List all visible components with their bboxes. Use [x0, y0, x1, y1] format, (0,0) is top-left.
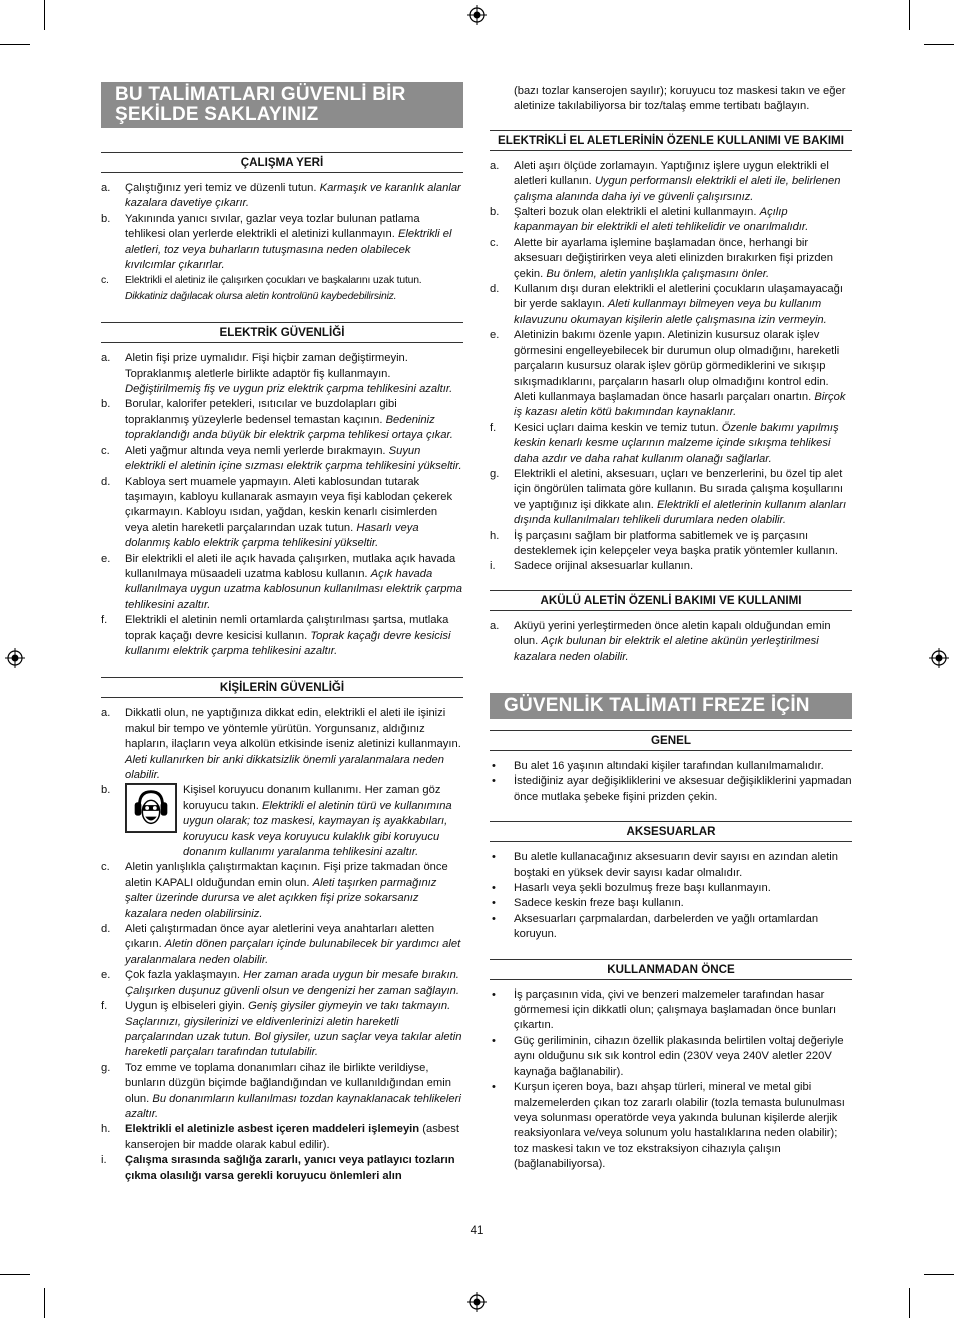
list-item: i. Çalışma sırasında sağlığa zararlı, yanıcı veya patlayıcı tozların çıkma olasılığı varsa gerekli koruyucu önlemleri alın — [101, 1154, 455, 1182]
list-item: e. Aletinizin bakımı özenle yapın. Aletinizin kusursuz olarak işlev görmesini engelleyebilecek bir durumun olup olmadığını, hareketli parçaların kusursuz olarak işlev görüp görmediklerini ve sıkışıp sıkışmadıklarını, parçaların hasarlı olup olmadığını kontrol edin. Aleti kullanmaya başlamadan önce hasarlı parçaları onartın. Birçok iş kazası aletin kötü bakımından kaynaklanır. — [490, 329, 846, 419]
bullet-item: • Aksesuarları çarpmalardan, darbelerden ve yağlı ortamlardan koruyun. — [490, 912, 852, 943]
list-item: f. Kesici uçları daima keskin ve temiz tutun. Özenle bakımı yapılmış keskin kenarlı kesme uçlarının malzeme içinde sıkışma tehlikesi daha azdır ve daha rahat kullanım olanağı sağlarlar. — [490, 421, 839, 465]
bullet-list — [490, 850, 852, 942]
bullet-item: • İstediğiniz ayar değişikliklerini ve aksesuar değişikliklerini yapmadan önce mutlaka şebeke fişini prizden çekin. — [490, 774, 852, 805]
list-item: a. Çalıştığınız yeri temiz ve düzenli tutun. Karmaşık ve karanlık alanlar kazalara davetiye çıkarır. — [101, 182, 461, 210]
section-heading-general: GENEL — [490, 730, 852, 751]
list-item: f. Uygun iş elbiseleri giyin. Geniş giysiler giymeyin ve takı takmayın. Saçlarınızı, giysilerinizi ve eldivenlerinizi aletin hareketli parçalarından uzak tutun. Bol giysiler, uzun saçlar veya takılar aletin hareketli parçaları tarafından tutulabilir. — [101, 1000, 462, 1059]
list-item: g. Elektrikli el aletini, aksesuarı, uçları ve benzerlerini, bu özel tip alet için öngörülen talimata göre kullanın. Bu sırada çalışma koşullarını ve yaptığınız işi dikkate alın. Elektrikli el aletlerinin kullanım alanları dışında kullanılmaları tehlikeli durumlara neden olabilir. — [490, 467, 847, 527]
list-item: g. Toz emme ve toplama donanımları cihaz ile birlikte verildiyse, bunların düzgün biçimde bağlandığından ve kullanıldığından emin olun. Bu donanımların kullanılması tozdan kaynaklanacak tehlikeleri azaltır. — [101, 1061, 461, 1120]
bullet-item: • Bu aletle kullanacağınız aksesuarın devir sayısı en azından aletin boştaki en yüksek devir sayısı kadar olmalıdır. — [490, 850, 852, 881]
list-item: d. Kabloya sert muamele yapmayın. Aleti kablosundan tutarak taşımayın, kabloyu kullanarak asmayın veya fişi kablodan çekerek çıkarmayın. Kabloyu ısıdan, yağdan, keskin kenarlı cisimlerden veya aletin hareketli parçalarından uzak tutun. Hasarlı veya dolanmış kablo elektrik çarpma tehlikesini yükseltir. — [101, 475, 453, 550]
list-item: e. Bir elektrikli el aleti ile açık havada çalışırken, mutlaka açık havada kullanılmaya müsaadeli uzatma kablosu kullanın. Açık havada kullanılmaya uygun uzatma kablosunun kullanılması elektrik çarpma tehlikesini azaltır. — [101, 552, 463, 611]
crop-mark — [924, 44, 954, 45]
page-number: 41 — [470, 1225, 484, 1237]
section-heading-electrical-safety: ELEKTRİK GÜVENLİĞİ — [101, 322, 463, 343]
list-item: c. Aletin yanlışlıkla çalıştırmaktan kaçının. Fişi prize takmadan önce aletin KAPALI olduğundan emin olun. Aleti taşırken parmağınız şalter üzerinde durursa ve alet açıkken fişi prize sokarsanız kazalara neden olabilirsiniz. — [101, 861, 448, 920]
section-heading-battery-tool: AKÜLÜ ALETİN ÖZENLİ BAKIMI VE KULLANIMI — [490, 590, 852, 611]
list-item: e. Çok fazla yaklaşmayın. Her zaman arada uygun bir mesafe bırakın. Çalışırken duşunuz güvenli olsun ve dengenizi her zaman sağlayın. — [101, 969, 459, 997]
crop-mark — [909, 0, 910, 30]
list-item: h. İş parçasını sağlam bir platforma sabitlemek ve iş parçasını desteklemek için kelepçeler veya başka pratik yöntemler kullanın. — [490, 529, 838, 557]
section-heading-tool-use-care: ELEKTRİKLİ EL ALETLERİNİN ÖZENLE KULLANIMI VE BAKIMI — [490, 130, 852, 151]
list-item: c. Aleti yağmur altında veya nemli yerlerde bırakmayın. Suyun elektrikli el aletinin içine sızması elektrik çarpma tehlikesini yükseltir. — [101, 444, 462, 473]
section-heading-work-area: ÇALIŞMA YERİ — [101, 152, 463, 173]
list-item: a. Dikkatli olun, ne yaptığınıza dikkat edin, elektrikli el aleti ile işinizi makul bir tempo ve yöntemle yürütün. Yorgunsanız, aldığınız hapların, ilaçların veya alkolün etkisinde iseniz aletinizi kullanmayın. Aleti kullanırken bir anki dikkatsizlik önemli yaralanmalara neden olabilir. — [101, 707, 461, 781]
bullet-item: • Güç geriliminin, cihazın özellik plakasında belirtilen voltaj değeriyle aynı olduğunu sık sık kontrol edin (230V veya 240V aletler 220V kaynağa bağlanabilir). — [490, 1034, 852, 1080]
list-item: i. Sadece orijinal aksesuarlar kullanın. — [490, 560, 694, 573]
list-item: h. Elektrikli el aletinizle asbest içeren maddeleri işlemeyin (asbest kanserojen bir madde olarak kabul edilir). — [101, 1123, 459, 1151]
bullet-item: • Bu alet 16 yaşının altındaki kişiler tarafından kullanılmamalıdır. — [490, 759, 852, 774]
crop-mark — [0, 1274, 30, 1275]
list-item: c. Elektrikli el aletiniz ile çalışırken çocukları ve başkalarını uzak tutun. Dikkatiniz dağılacak olursa aletin kontrolünü kaybedebilirsiniz. — [101, 275, 422, 302]
bullet-list — [490, 759, 852, 805]
section-heading-personal-safety: KİŞİLERİN GÜVENLİĞİ — [101, 677, 463, 698]
section-banner: BU TALİMATLARI GÜVENLİ BİR ŞEKİLDE SAKLAYINIZ — [101, 82, 463, 128]
list-item: a. Aküyü yerini yerleştirmeden önce aletin kapalı olduğundan emin olun. Açık bulunan bir elektrik el aletine akünün yerleştirilmesi kazalara neden olabilir. — [490, 619, 831, 663]
section-heading-accessories: AKSESUARLAR — [490, 821, 852, 842]
list-item: a. Aleti aşırı ölçüde zorlamayın. Yaptığınız işlere uygun elektrikli el aletleri kullanın. Uygun performanslı elektrikli el aleti ile, belirlenen çalışma alanında daha iyi ve güvenli çalışırsınız. — [490, 159, 841, 203]
crop-mark — [44, 1288, 45, 1318]
registration-mark-icon — [467, 1292, 487, 1312]
continued-text: (bazı tozlar kanserojen sayılır); koruyucu toz maskesi takın ve eğer aletinize takılabiliyorsa bir toz/talaş emme tertibatı bağlayın. — [514, 85, 846, 113]
safety-goggles-earmuffs-icon — [125, 783, 177, 833]
list-item: d. Aleti çalıştırmadan önce ayar aletlerini veya anahtarları aletten çıkarın. Aletin dönen parçaları içinde bulunabilecek bir yardımcı alet yaralanmalara neden olabilir. — [101, 923, 461, 966]
right-column — [490, 84, 852, 1173]
list-item-ppe: b. Kişisel koruyucu donanım kullanımı. Her zaman göz koruyucu takın. Elektrikli el aletinin türü ve kullanımına uygun olarak; toz maskesi, kaymayan iş ayakkabıları, koruyucu kask veya koruyucu kulaklık gibi koruyucu donanım kullanımı yaralanma tehlikesini azaltır. — [101, 784, 452, 859]
section-banner: GÜVENLİK TALİMATI FREZE İÇİN — [490, 693, 852, 719]
crop-mark — [909, 1288, 910, 1318]
bullet-item: • Hasarlı veya şekli bozulmuş freze başı kullanmayın. — [490, 881, 852, 896]
list-item: a. Aletin fişi prize uymalıdır. Fişi hiçbir zaman değiştirmeyin. Topraklanmış aletlerle birlikte adaptör fiş kullanmayın. Değiştirilmemiş fiş ve uygun priz elektrik çarpma tehlikesini azaltır. — [101, 352, 453, 396]
bullet-list — [490, 988, 852, 1173]
crop-mark — [44, 0, 45, 30]
left-column — [101, 82, 463, 1184]
crop-mark — [924, 1274, 954, 1275]
registration-mark-icon — [5, 648, 25, 668]
list-item: b. Yakınında yanıcı sıvılar, gazlar veya tozlar bulunan patlama tehlikesi olan yerlerde elektrikli el aletinizi kullanmayın. Elektrikli el aletleri, toz veya buharların tutuşmasına neden olabilecek kıvılcımlar çıkarırlar. — [101, 212, 452, 272]
list-item: b. Şalteri bozuk olan elektrikli el aletini kullanmayın. Açılıp kapanmayan bir elektrikli el aleti tehlikelidir ve onarılmalıdır. — [490, 206, 809, 234]
list-item: c. Alette bir ayarlama işlemine başlamadan önce, herhangi bir aksesuarı değiştirirken veya aleti elinizden bırakırken fişi prizden çekin. Bu önlem, aletin yanlışlıkla çalışmasını önler. — [490, 236, 833, 280]
list-item: d. Kullanım dışı duran elektrikli el aletlerini çocukların ulaşamayacağı bir yerde saklayın. Aleti kullanmayı bilmeyen veya bu kullanım kılavuzunu okumayan kişilerin aletle çalışmasına izin vermeyin. — [490, 283, 843, 326]
list-item: f. Elektrikli el aletinin nemli ortamlarda çalıştırılması şartsa, mutlaka toprak kaçağı devre kesicisi kullanın. Toprak kaçağı devre kesicisi kullanımı elektrik çarpma tehlikesini azaltır. — [101, 614, 451, 657]
section-heading-before-use: KULLANMADAN ÖNCE — [490, 959, 852, 980]
crop-mark — [0, 44, 30, 45]
registration-mark-icon — [467, 5, 487, 25]
bullet-item: • Kurşun içeren boya, bazı ahşap türleri, mineral ve metal gibi malzemelerden çıkan toz zararlı olabilir (tozla temasta bulunulması veya solunması operatörde veya yakında bulunan kişilerde alerjik reaksiyonlara ve/veya solunum yolu hastalıklarına neden olabilir); toz maskesi takın ve toz ekstraksiyon cihazıyla çalışın (bağlanabiliyorsa). — [490, 1080, 852, 1172]
bullet-item: • Sadece keskin freze başı kullanın. — [490, 896, 852, 911]
list-item: b. Borular, kalorifer petekleri, ısıtıcılar ve buzdolapları gibi topraklanmış yüzeylerle bedensel temastan kaçının. Bedeniniz topraklandığı anda büyük bir elektrik çarpma tehlikesi ortaya çıkar. — [101, 398, 453, 442]
registration-mark-icon — [929, 648, 949, 668]
bullet-item: • İş parçasının vida, çivi ve benzeri malzemeler tarafından hasar görmemesi için dikkatli olun; çalışmaya başlamadan önce bunları çıkartın. — [490, 988, 852, 1034]
